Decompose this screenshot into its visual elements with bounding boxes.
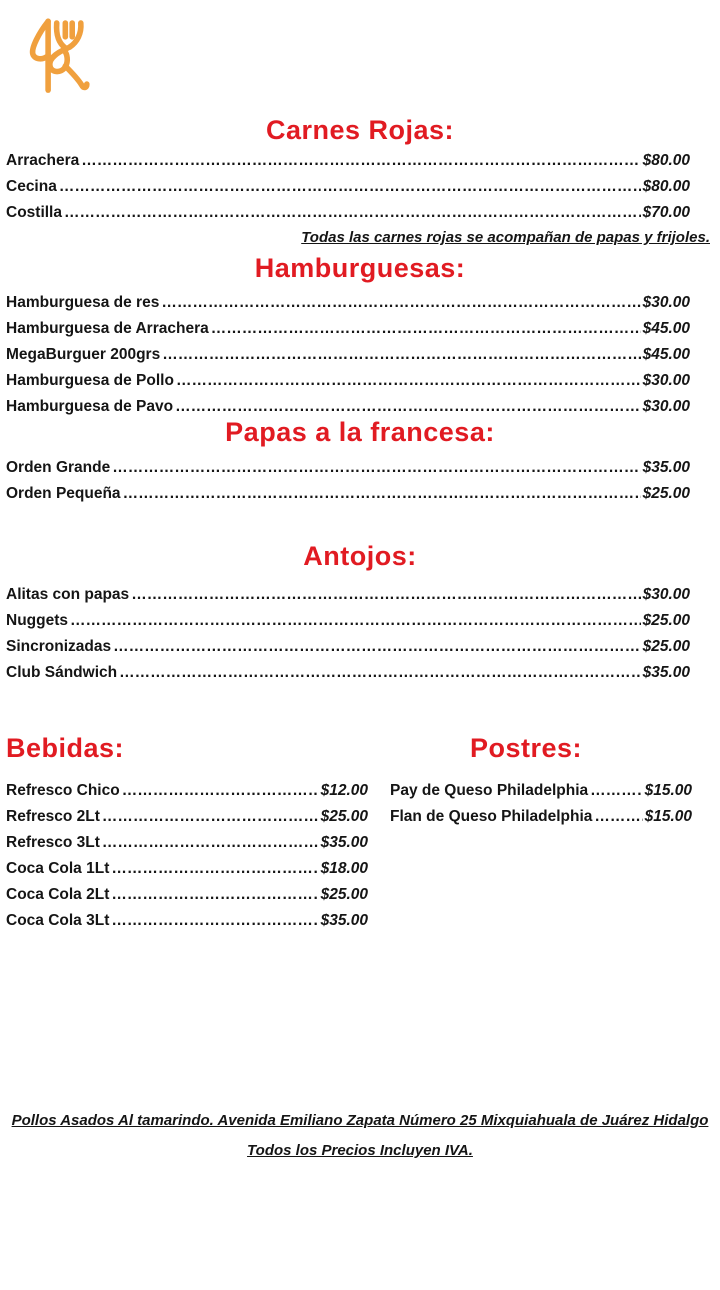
item-name: Orden Pequeña [6,485,121,502]
item-price: $80.00 [642,178,690,195]
bebidas-column [6,730,368,938]
dot-leader [64,204,641,222]
item-name: Nuggets [6,612,68,629]
postres-list [390,782,692,834]
dot-leader [81,152,640,170]
item-price: $35.00 [642,664,690,681]
item-price: $45.00 [642,320,690,337]
item-price: $25.00 [642,612,690,629]
menu-item-row [6,834,368,860]
section-title-postres: Postres: [470,733,583,763]
carnes-rojas-note: Todas las carnes rojas se acompañan de papas y frijoles. [301,229,710,246]
menu-item-row [6,638,690,664]
item-name: Sincronizadas [6,638,112,655]
dot-leader [102,808,319,826]
footer-iva-line: Todos los Precios Incluyen IVA. [247,1142,473,1159]
dot-leader [161,294,640,312]
item-price: $30.00 [642,372,690,389]
footer [0,1106,720,1166]
item-price: $25.00 [320,808,368,825]
item-name: Cecina [6,178,57,195]
item-price: $25.00 [642,638,690,655]
dot-leader [176,372,641,390]
dot-leader [122,782,319,800]
item-price: $45.00 [642,346,690,363]
bebidas-postres-columns [0,730,720,938]
dot-leader [70,612,641,630]
item-price: $18.00 [320,860,368,877]
menu-item-row [6,152,690,178]
menu-item-row [6,808,368,834]
item-price: $35.00 [642,459,690,476]
dot-leader [112,459,640,477]
hamburguesas-list [0,294,720,424]
menu-item-row [6,320,690,346]
carnes-rojas-list [0,152,720,230]
menu-item-row [390,808,692,834]
item-price: $30.00 [642,398,690,415]
menu-item-row [390,782,692,808]
section-title-antojos: Antojos: [303,541,417,571]
menu-item-row [6,860,368,886]
dot-leader [131,586,640,604]
dot-leader [211,320,641,338]
papas-list [0,459,720,511]
item-name: Flan de Queso Philadelphia [390,808,593,825]
dot-leader [119,664,640,682]
dot-leader [111,860,318,878]
item-name: Costilla [6,204,62,221]
dot-leader [113,638,640,656]
item-name: Orden Grande [6,459,111,476]
menu-item-row [6,586,690,612]
dot-leader [59,178,641,196]
section-title-bebidas: Bebidas: [6,733,125,763]
antojos-list [0,586,720,690]
dot-leader [123,485,641,503]
item-price: $35.00 [320,834,368,851]
item-name: MegaBurguer 200grs [6,346,161,363]
menu-item-row [6,204,690,230]
menu-item-row [6,912,368,938]
item-price: $30.00 [642,294,690,311]
item-price: $80.00 [642,152,690,169]
item-price: $15.00 [644,782,692,799]
section-title-carnes-rojas: Carnes Rojas: [265,115,455,145]
item-name: Refresco 3Lt [6,834,100,851]
menu-page [0,10,720,1290]
item-price: $30.00 [642,586,690,603]
item-price: $12.00 [320,782,368,799]
item-price: $25.00 [320,886,368,903]
menu-item-row [6,612,690,638]
section-title-papas: Papas a la francesa: [225,417,495,447]
section-title-hamburguesas: Hamburguesas: [254,253,466,283]
menu-item-row [6,178,690,204]
item-name: Coca Cola 2Lt [6,886,110,903]
fork-knife-icon [12,10,98,98]
item-name: Alitas con papas [6,586,130,603]
item-name: Coca Cola 3Lt [6,912,110,929]
item-price: $25.00 [642,485,690,502]
item-name: Hamburguesa de res [6,294,160,311]
menu-item-row [6,294,690,320]
item-name: Arrachera [6,152,80,169]
item-name: Hamburguesa de Pavo [6,398,174,415]
footer-address-line: Pollos Asados Al tamarindo. Avenida Emiliano Zapata Número 25 Mixquiahuala de Juárez Hidalgo [11,1112,709,1129]
menu-item-row [6,886,368,912]
dot-leader [162,346,640,364]
menu-item-row [6,782,368,808]
menu-item-row [6,372,690,398]
dot-leader [594,808,642,826]
postres-column [390,730,692,938]
item-name: Refresco 2Lt [6,808,100,825]
menu-item-row [6,459,690,485]
menu-item-row [6,346,690,372]
item-name: Club Sándwich [6,664,118,681]
menu-item-row [6,485,690,511]
menu-item-row [6,664,690,690]
item-name: Hamburguesa de Pollo [6,372,174,389]
item-price: $35.00 [320,912,368,929]
dot-leader [111,886,318,904]
item-name: Refresco Chico [6,782,120,799]
item-name: Coca Cola 1Lt [6,860,110,877]
fork-knife-svg [12,10,98,98]
item-price: $15.00 [644,808,692,825]
item-name: Pay de Queso Philadelphia [390,782,589,799]
dot-leader [111,912,318,930]
dot-leader [590,782,642,800]
bebidas-list [6,782,368,938]
item-price: $70.00 [642,204,690,221]
dot-leader [102,834,319,852]
item-name: Hamburguesa de Arrachera [6,320,209,337]
